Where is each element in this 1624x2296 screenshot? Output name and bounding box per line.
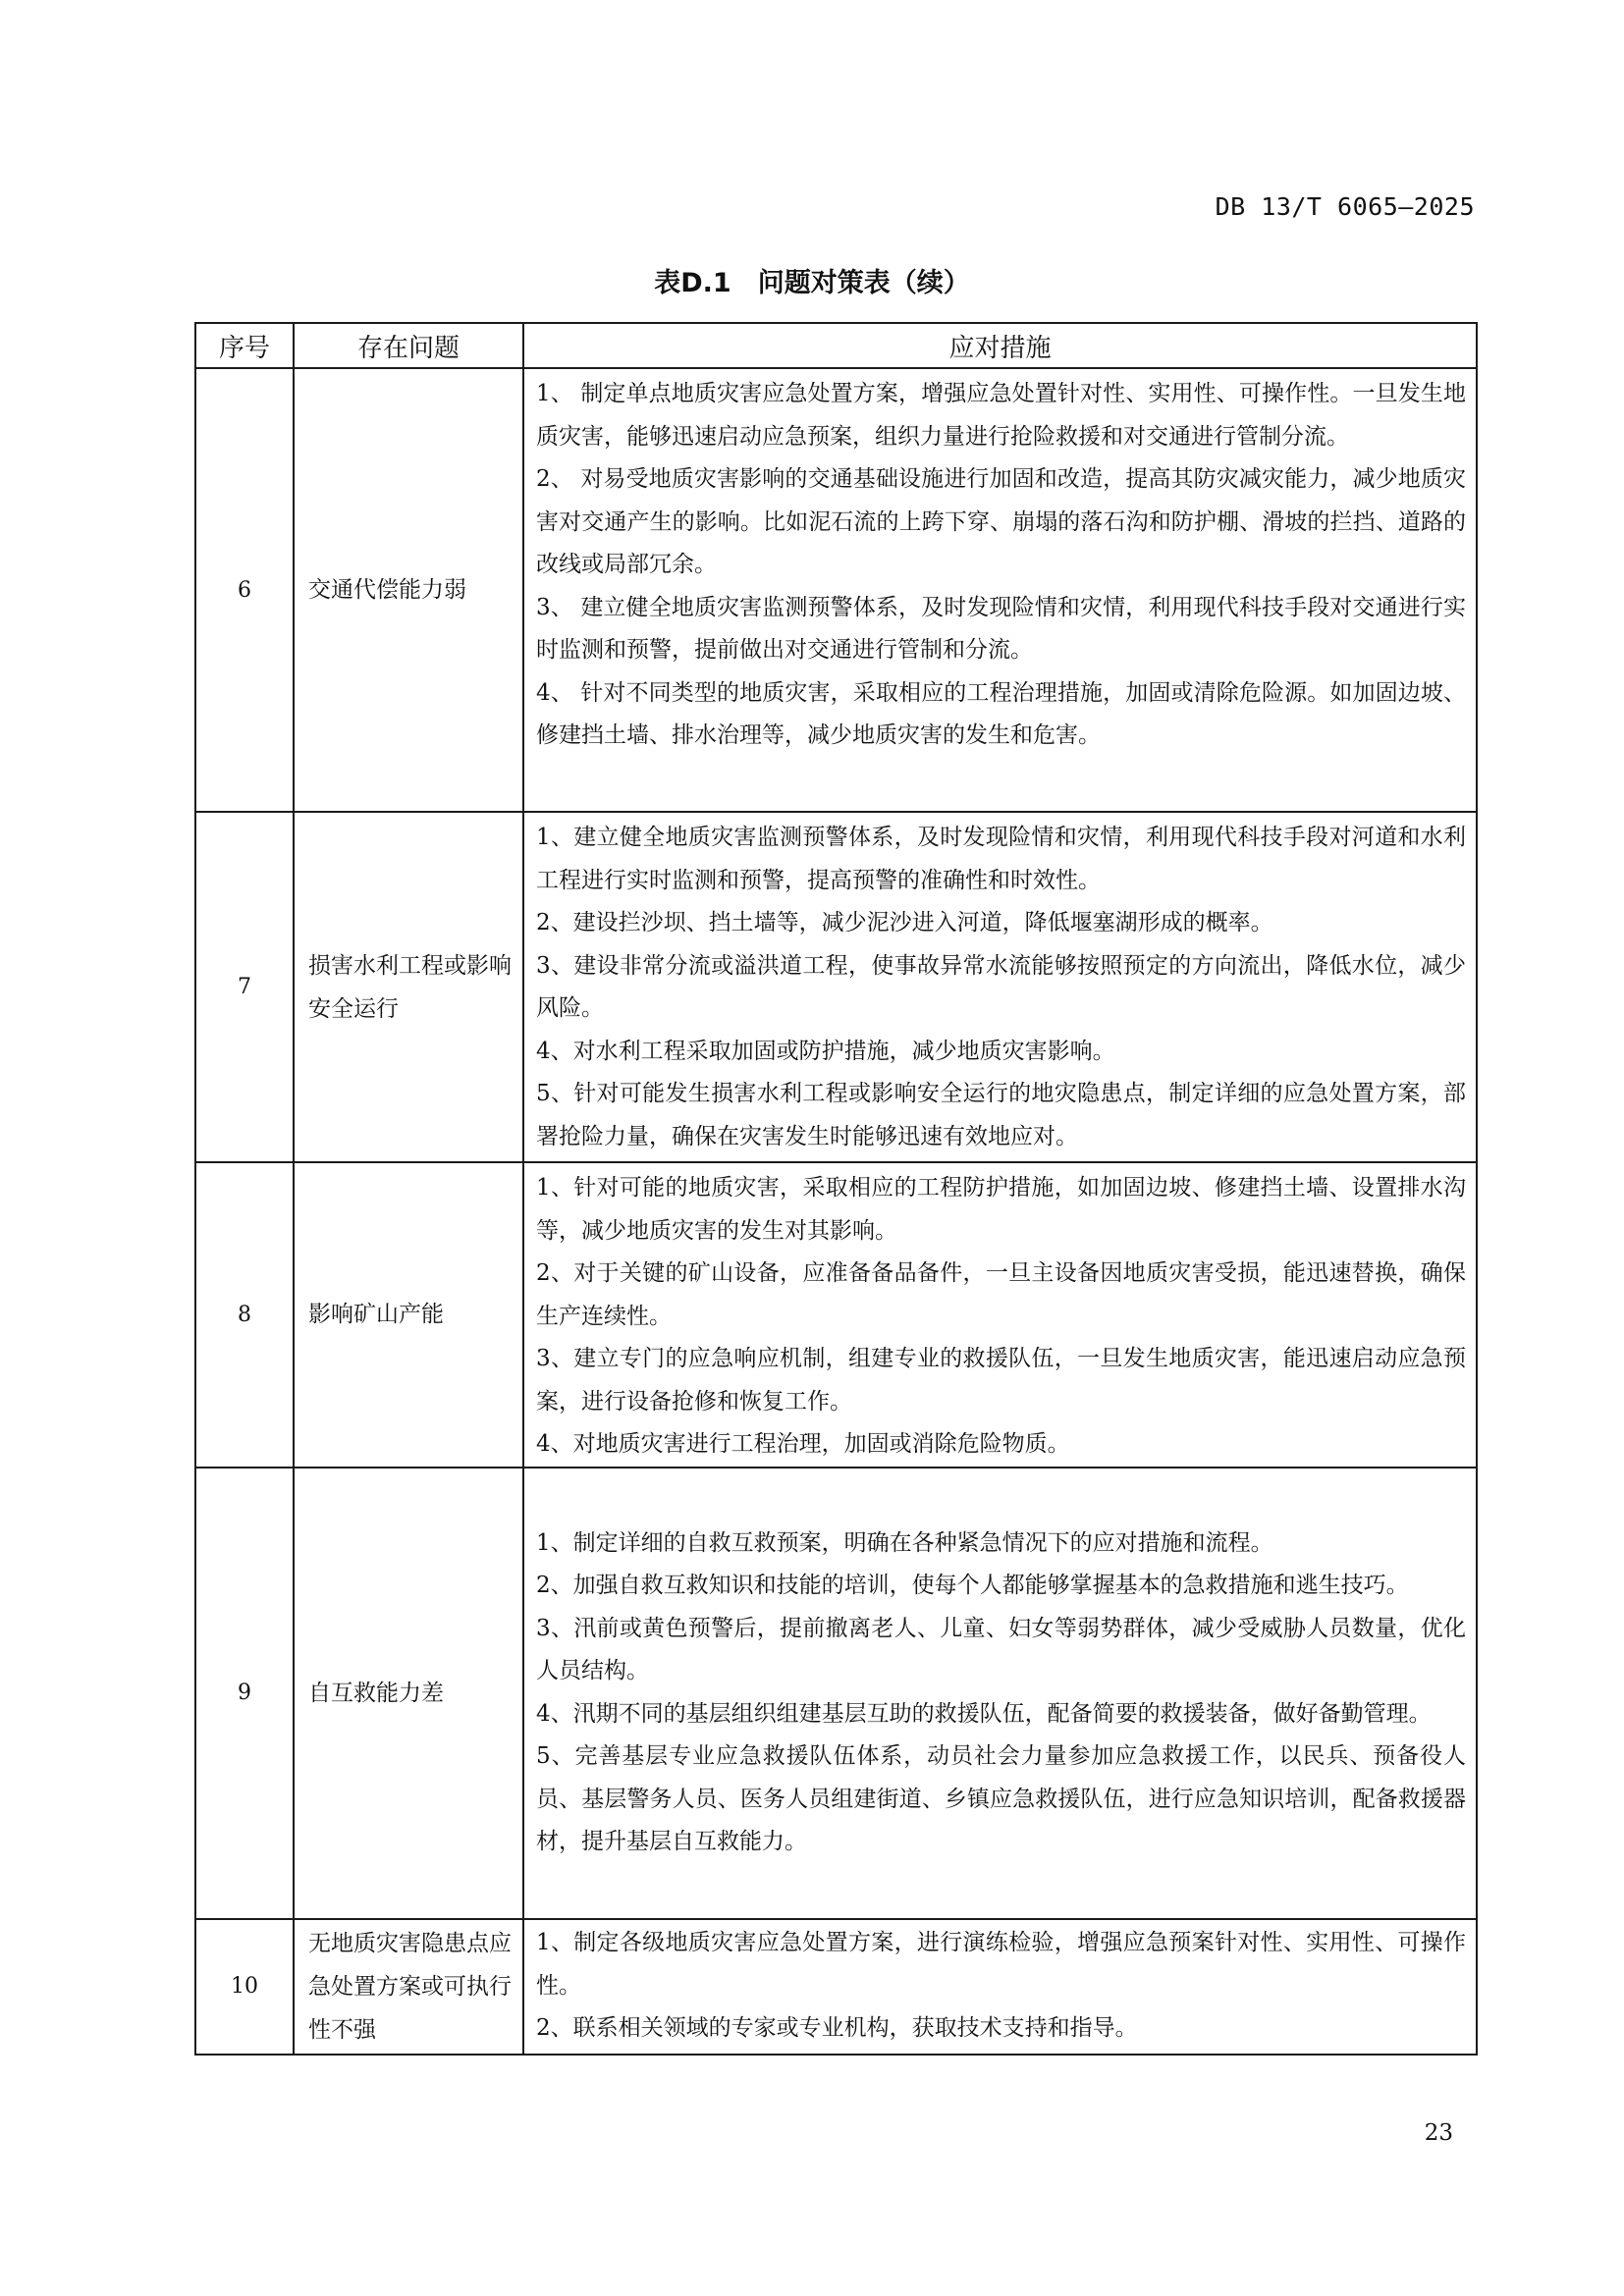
measure-item: 1、针对可能的地质灾害，采取相应的工程防护措施，如加固边坡、修建挡土墙、设置排水沟等，减少地质灾害的发生对其影响。 xyxy=(536,1175,1466,1244)
measure-item: 3、建设非常分流或溢洪道工程，使事故异常水流能够按照预定的方向流出，降低水位，减少风险。 xyxy=(536,952,1466,1021)
measure-item: 3、 建立健全地质灾害监测预警体系，及时发现险情和灾情，利用现代科技手段对交通进行实时监测和预警，提前做出对交通进行管制和分流。 xyxy=(536,594,1466,663)
row-measures xyxy=(523,1468,1477,1919)
row-number: 8 xyxy=(195,1162,294,1468)
table-row xyxy=(195,1919,1477,2055)
table-row xyxy=(195,368,1477,812)
row-problem: 自互救能力差 xyxy=(294,1468,523,1919)
measure-item: 2、联系相关领域的专家或专业机构，获取技术支持和指导。 xyxy=(536,2015,1138,2042)
row-number: 7 xyxy=(195,812,294,1162)
measure-item: 2、加强自救互救知识和技能的培训，使每个人都能够掌握基本的急救措施和逃生技巧。 xyxy=(536,1573,1409,1598)
header-num: 序号 xyxy=(195,323,294,368)
measure-item: 5、针对可能发生损害水利工程或影响安全运行的地灾隐患点，制定详细的应急处置方案，部署抢险力量，确保在灾害发生时能够迅速有效地应对。 xyxy=(536,1081,1466,1149)
measure-item: 1、制定详细的自救互救预案，明确在各种紧急情况下的应对措施和流程。 xyxy=(536,1529,1273,1556)
measure-item: 2、对于关键的矿山设备，应准备备品备件，一旦主设备因地质灾害受损，能迅速替换，确保生产连续性。 xyxy=(536,1260,1466,1329)
measure-item: 2、 对易受地质灾害影响的交通基础设施进行加固和改造，提高其防灾减灾能力，减少地质灾害对交通产生的影响。比如泥石流的上跨下穿、崩塌的落石沟和防护棚、滑坡的拦挡、道路的改线或局部冗余。 xyxy=(536,466,1466,577)
measure-item: 1、 制定单点地质灾害应急处置方案，增强应急处置针对性、实用性、可操作性。一旦发生地质灾害，能够迅速启动应急预案，组织力量进行抢险救援和对交通进行管制分流。 xyxy=(536,381,1466,450)
countermeasure-table xyxy=(194,322,1478,2056)
row-number: 10 xyxy=(195,1919,294,2055)
row-measures xyxy=(523,1162,1477,1468)
row-measures xyxy=(523,1919,1477,2055)
document-code: DB 13/T 6065—2025 xyxy=(1215,192,1475,221)
measure-item: 2、建设拦沙坝、挡土墙等，减少泥沙进入河道，降低堰塞湖形成的概率。 xyxy=(536,910,1273,935)
measure-item: 4、对水利工程采取加固或防护措施，减少地质灾害影响。 xyxy=(536,1038,1115,1064)
measure-item: 4、汛期不同的基层组织组建基层互助的救援队伍，配备简要的救援装备，做好备勤管理。 xyxy=(536,1700,1432,1727)
table-row xyxy=(195,1162,1477,1468)
page-number: 23 xyxy=(1424,2120,1453,2146)
row-number: 6 xyxy=(195,368,294,812)
measure-item: 3、汛前或黄色预警后，提前撤离老人、儿童、妇女等弱势群体，减少受威胁人员数量，优化人员结构。 xyxy=(536,1615,1466,1683)
measure-item: 4、 针对不同类型的地质灾害，采取相应的工程治理措施，加固或清除危险源。如加固边坡、修建挡土墙、排水治理等，减少地质灾害的发生和危害。 xyxy=(536,679,1466,748)
row-number: 9 xyxy=(195,1468,294,1919)
row-problem: 交通代偿能力弱 xyxy=(294,368,523,812)
row-measures xyxy=(523,368,1477,812)
row-measures xyxy=(523,812,1477,1162)
header-problem: 存在问题 xyxy=(294,323,523,368)
measure-item: 4、对地质灾害进行工程治理，加固或消除危险物质。 xyxy=(536,1431,1070,1457)
row-problem: 影响矿山产能 xyxy=(294,1162,523,1468)
row-problem: 损害水利工程或影响安全运行 xyxy=(294,812,523,1162)
measure-item: 3、建立专门的应急响应机制，组建专业的救援队伍，一旦发生地质灾害，能迅速启动应急预案，进行设备抢修和恢复工作。 xyxy=(536,1346,1466,1415)
table-row xyxy=(195,1468,1477,1919)
table-header-row xyxy=(195,323,1477,368)
header-measures: 应对措施 xyxy=(523,323,1477,368)
measure-item: 5、完善基层专业应急救援队伍体系，动员社会力量参加应急救援工作，以民兵、预备役人员、基层警务人员、医务人员组建街道、乡镇应急救援队伍，进行应急知识培训，配备救援器材，提升基层自互救能力。 xyxy=(536,1743,1466,1854)
table-title: 表D.1 问题对策表（续） xyxy=(654,268,970,298)
table-row xyxy=(195,812,1477,1162)
measure-item: 1、制定各级地质灾害应急处置方案，进行演练检验，增强应急预案针对性、实用性、可操作性。 xyxy=(536,1930,1466,1999)
measure-item: 1、建立健全地质灾害监测预警体系，及时发现险情和灾情，利用现代科技手段对河道和水利工程进行实时监测和预警，提高预警的准确性和时效性。 xyxy=(536,825,1466,893)
row-problem: 无地质灾害隐患点应急处置方案或可执行性不强 xyxy=(294,1919,523,2055)
